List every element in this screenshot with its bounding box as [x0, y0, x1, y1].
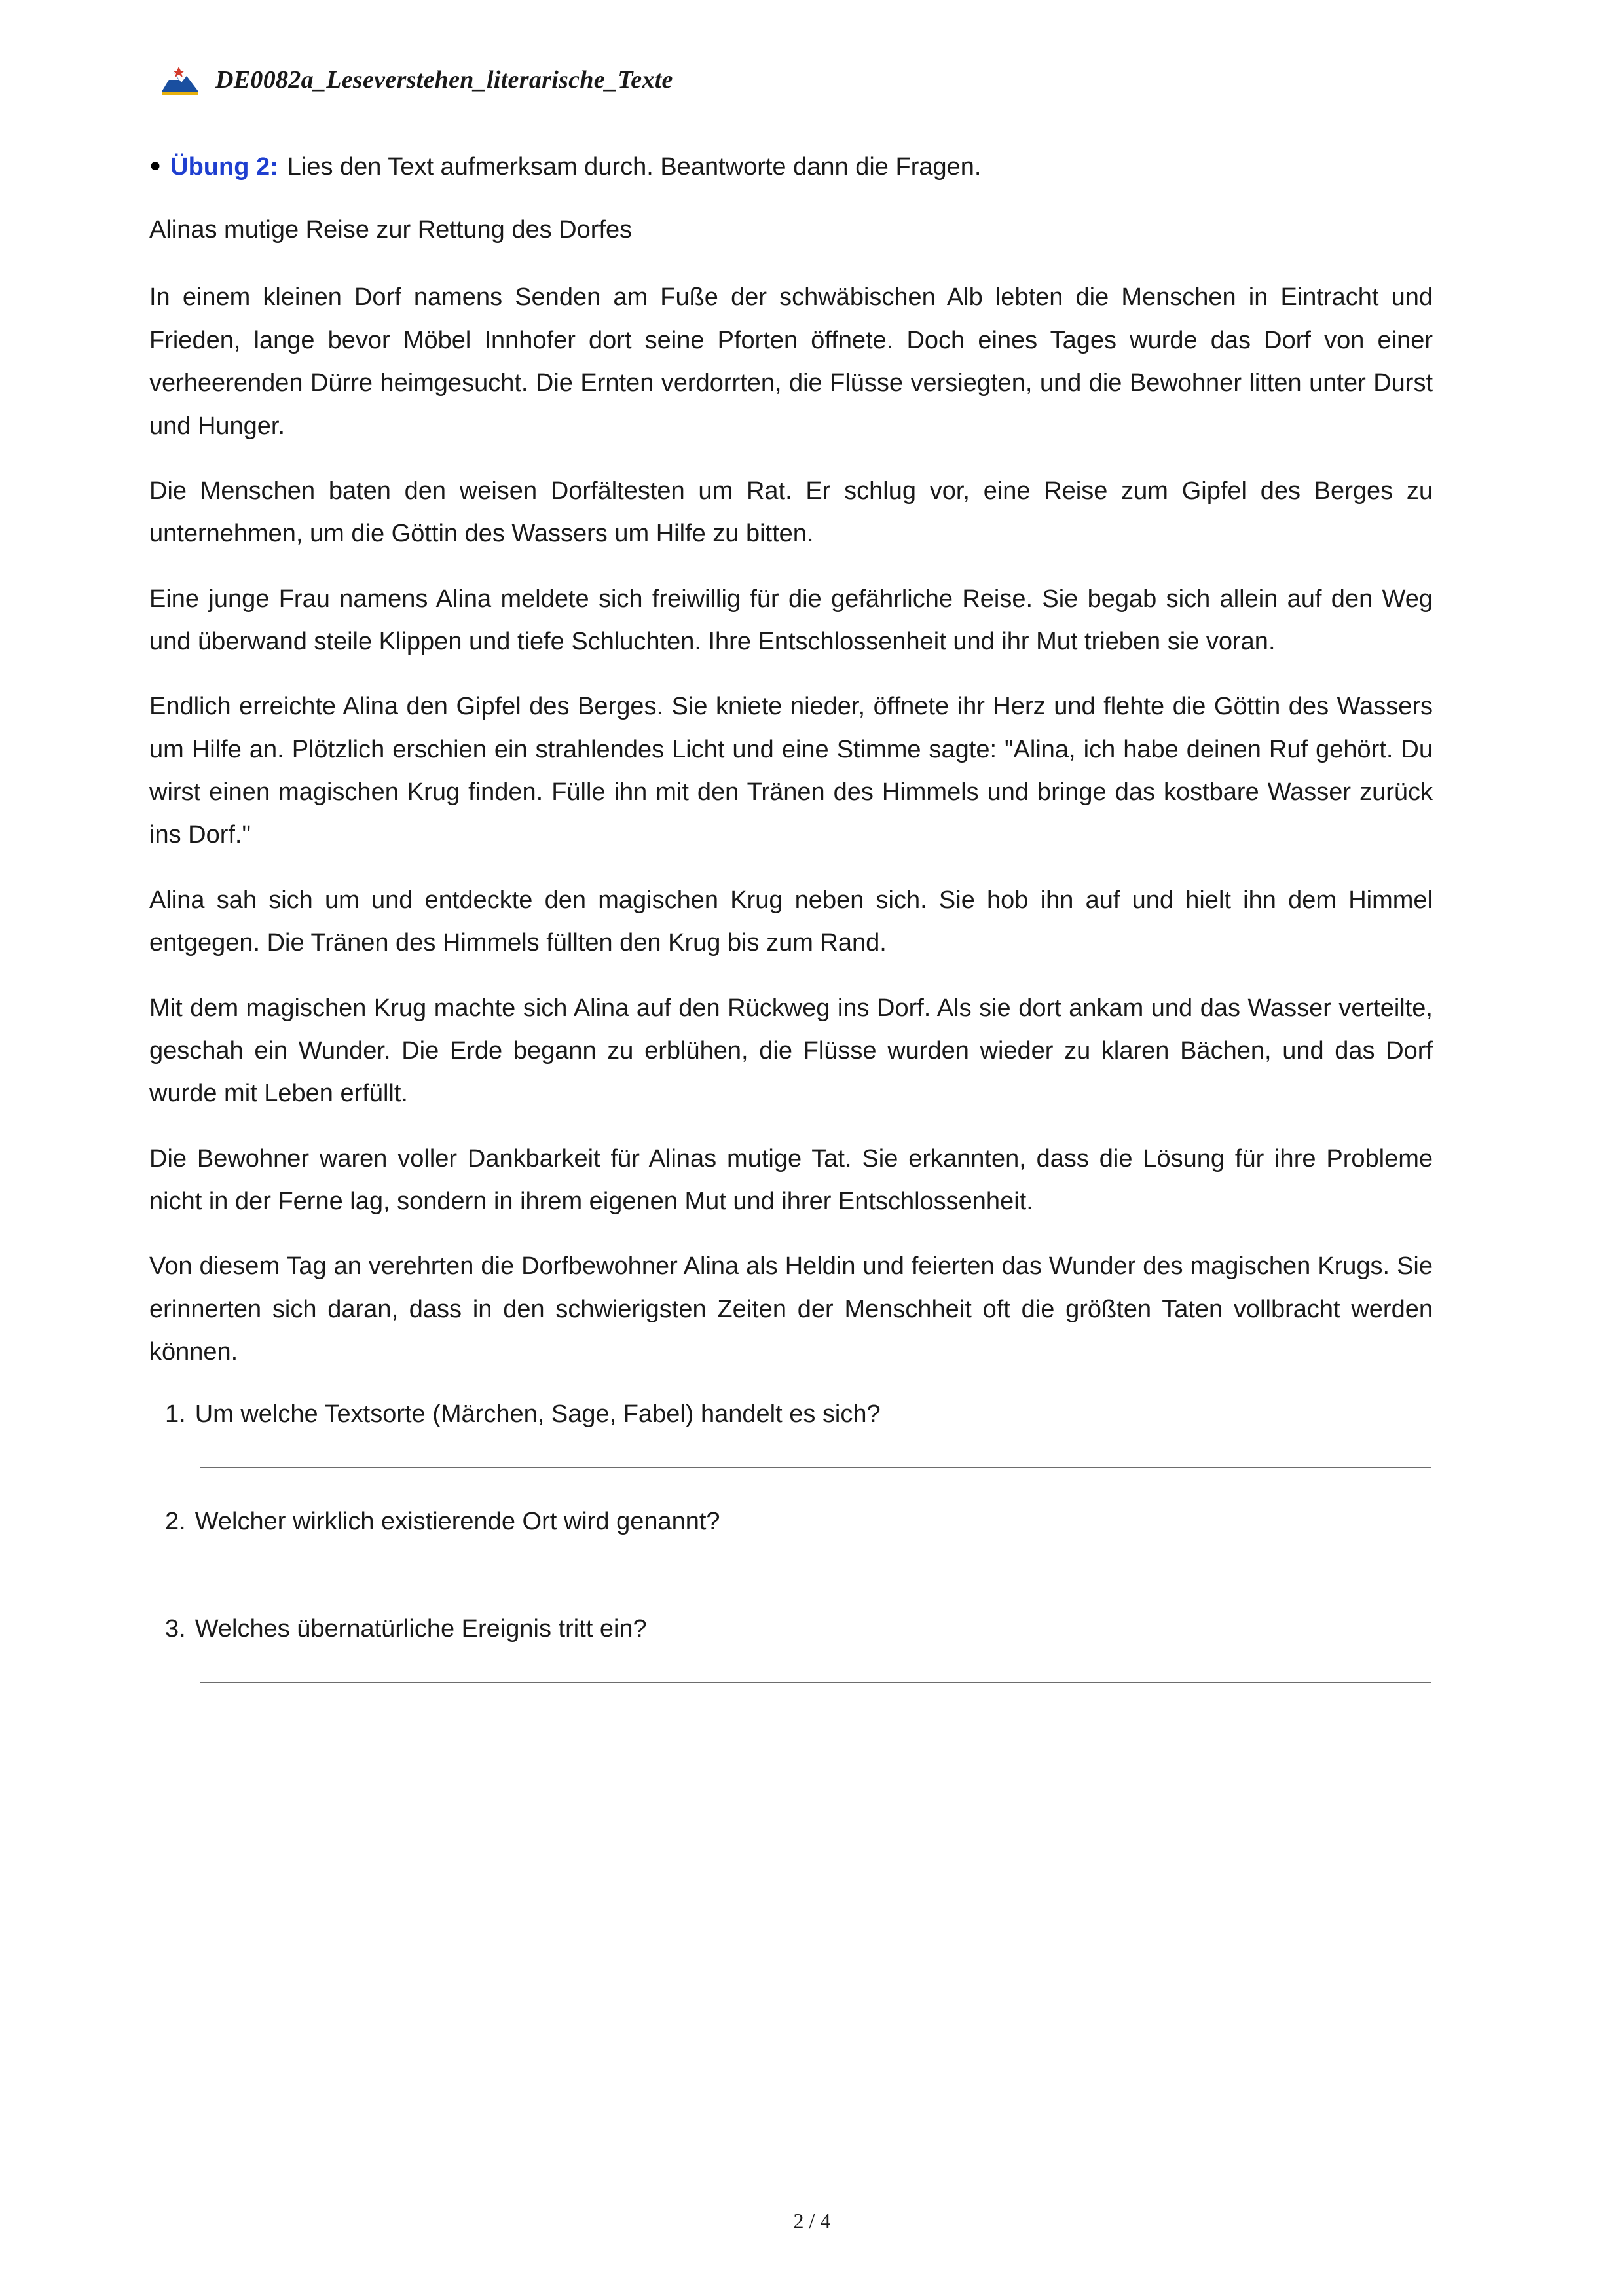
- question-item: [149, 1396, 1433, 1468]
- document-title: DE0082a_Leseverstehen_literarische_Texte: [215, 66, 673, 94]
- question-item: [149, 1503, 1433, 1575]
- story-paragraph: Alina sah sich um und entdeckte den magischen Krug neben sich. Sie hob ihn auf und hielt ihn dem Himmel entgegen. Die Tränen des Himmels füllten den Krug bis zum Rand.: [149, 886, 1433, 957]
- page-header: [159, 63, 673, 97]
- question-text-wrapper: [149, 1503, 1433, 1540]
- page-indicator: 2 / 4: [793, 2209, 831, 2232]
- answer-line[interactable]: [200, 1682, 1431, 1683]
- page-footer: [0, 2209, 1624, 2233]
- question-label: Welches übernatürliche Ereignis tritt ein?: [194, 1615, 647, 1643]
- exercise-heading: [149, 151, 1433, 184]
- bullet-icon: ●: [149, 155, 162, 176]
- story-paragraph: In einem kleinen Dorf namens Senden am Fuße der schwäbischen Alb lebten die Menschen in Eintracht und Frieden, lange bevor Möbel Innhofer dort seine Pforten öffnete. Doch eines Tages wurde das Dorf von einer verheerenden Dürre heimgesucht. Die Ernten verdorrten, die Flüsse versiegten, und die Bewohner litten unter Durst und Hunger.: [149, 283, 1433, 440]
- question-number: 3.: [165, 1615, 186, 1643]
- exercise-label: Übung 2:: [170, 153, 278, 181]
- question-number: 1.: [165, 1400, 186, 1429]
- questions-list: [149, 1396, 1433, 1683]
- question-text-wrapper: [149, 1396, 1433, 1433]
- question-number: 2.: [165, 1508, 186, 1536]
- story-paragraph: Endlich erreichte Alina den Gipfel des Berges. Sie kniete nieder, öffnete ihr Herz und flehte die Göttin des Wassers um Hilfe an. Plötzlich erschien ein strahlendes Licht und eine Stimme sagte: "Alina, ich habe deinen Ruf gehört. Du wirst einen magischen Krug finden. Fülle ihn mit den Tränen des Himmels und bringe das kostbare Wasser zurück ins Dorf.": [149, 693, 1433, 849]
- exercise-instruction: Lies den Text aufmerksam durch. Beantworte dann die Fragen.: [287, 153, 982, 181]
- story-paragraph: Von diesem Tag an verehrten die Dorfbewohner Alina als Heldin und feierten das Wunder des magischen Krugs. Sie erinnerten sich daran, dass in den schwierigsten Zeiten der Menschheit oft die größten Taten vollbracht werden können.: [149, 1252, 1433, 1366]
- question-text-wrapper: [149, 1611, 1433, 1648]
- question-item: [149, 1611, 1433, 1683]
- question-label: Welcher wirklich existierende Ort wird genannt?: [194, 1508, 720, 1536]
- story-paragraph: Eine junge Frau namens Alina meldete sich freiwillig für die gefährliche Reise. Sie begab sich allein auf den Weg und überwand steile Klippen und tiefe Schluchten. Ihre Entschlossenheit und ihr Mut trieben sie voran.: [149, 585, 1433, 655]
- story-paragraph: Mit dem magischen Krug machte sich Alina auf den Rückweg ins Dorf. Als sie dort ankam und das Wasser verteilte, geschah ein Wunder. Die Erde begann zu erblühen, die Flüsse wurden wieder zu klaren Bächen, und das Dorf wurde mit Leben erfüllt.: [149, 994, 1433, 1108]
- question-label: Um welche Textsorte (Märchen, Sage, Fabel) handelt es sich?: [194, 1400, 881, 1429]
- mountain-logo-icon: [159, 63, 201, 97]
- worksheet-content: [149, 151, 1433, 1718]
- story-title: Alinas mutige Reise zur Rettung des Dorfes: [149, 216, 633, 244]
- story-paragraph: Die Bewohner waren voller Dankbarkeit für Alinas mutige Tat. Sie erkannten, dass die Lösung für ihre Probleme nicht in der Ferne lag, sondern in ihrem eigenen Mut und ihrer Entschlossenheit.: [149, 1144, 1433, 1215]
- answer-line[interactable]: [200, 1467, 1431, 1468]
- story-paragraph: Die Menschen baten den weisen Dorfältesten um Rat. Er schlug vor, eine Reise zum Gipfel des Berges zu unternehmen, um die Göttin des Wassers um Hilfe zu bitten.: [149, 477, 1433, 548]
